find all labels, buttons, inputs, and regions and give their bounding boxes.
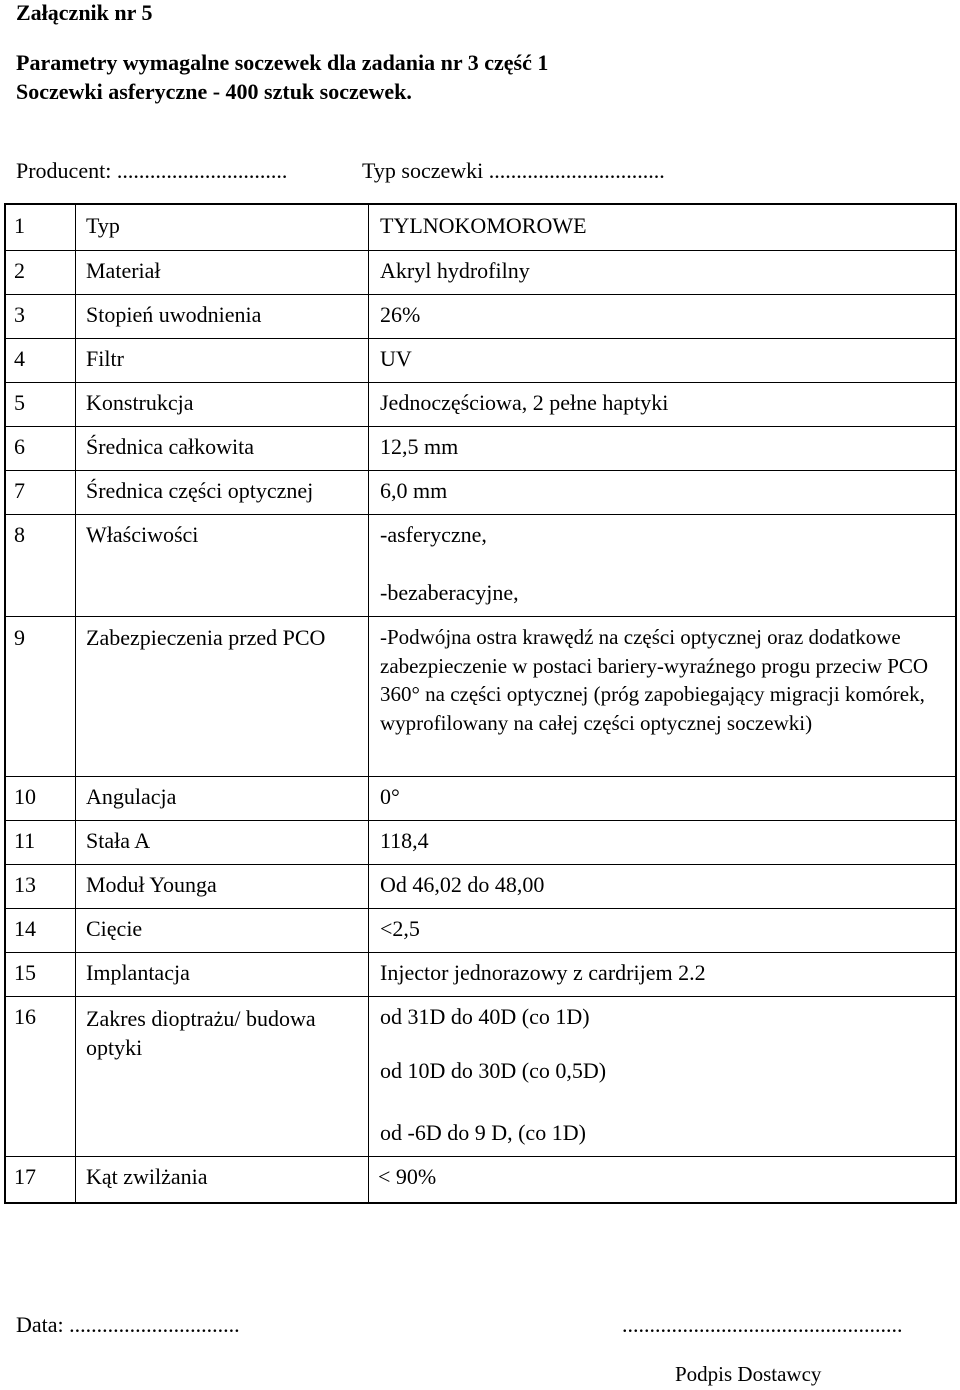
document-title: Załącznik nr 5 bbox=[16, 0, 153, 25]
row-number: 5 bbox=[14, 390, 25, 415]
row-parameter-value: 26% bbox=[380, 302, 421, 327]
row-parameter-name: Moduł Younga bbox=[86, 872, 217, 897]
row-parameter-value: od -6D do 9 D, (co 1D) bbox=[380, 1120, 586, 1145]
row-parameter-name: Angulacja bbox=[86, 784, 177, 809]
row-number: 9 bbox=[14, 625, 25, 650]
row-number: 13 bbox=[14, 872, 36, 897]
row-parameter-value: <2,5 bbox=[380, 916, 420, 941]
row-number: 6 bbox=[14, 434, 25, 459]
table-border-bottom bbox=[4, 1202, 957, 1204]
row-parameter-name: Właściwości bbox=[86, 522, 199, 547]
row-parameter-name: Średnica całkowita bbox=[86, 434, 254, 459]
table-row-divider bbox=[4, 864, 957, 865]
row-parameter-value: 118,4 bbox=[380, 828, 429, 853]
table-row-divider bbox=[4, 250, 957, 251]
row-number: 4 bbox=[14, 346, 25, 371]
row-parameter-value: -bezaberacyjne, bbox=[380, 580, 519, 605]
document-subtitle-line2: Soczewki asferyczne - 400 sztuk soczewek. bbox=[16, 79, 412, 104]
row-parameter-name: Typ bbox=[86, 213, 120, 238]
table-border-left bbox=[4, 203, 6, 1204]
row-parameter-value: Akryl hydrofilny bbox=[380, 258, 530, 283]
row-number: 15 bbox=[14, 960, 36, 985]
table-row-divider bbox=[4, 514, 957, 515]
row-parameter-name: Stopień uwodnienia bbox=[86, 302, 262, 327]
row-number: 8 bbox=[14, 522, 25, 547]
row-parameter-name: Konstrukcja bbox=[86, 390, 194, 415]
table-row-divider bbox=[4, 616, 957, 617]
row-number: 17 bbox=[14, 1164, 36, 1189]
table-row-divider bbox=[4, 820, 957, 821]
row-parameter-value: od 10D do 30D (co 0,5D) bbox=[380, 1058, 607, 1083]
table-border-top bbox=[4, 203, 957, 205]
table-row-divider bbox=[4, 426, 957, 427]
row-parameter-value: UV bbox=[380, 346, 412, 371]
row-number: 10 bbox=[14, 784, 36, 809]
table-column-divider-1 bbox=[75, 204, 76, 1203]
row-parameter-name: Stała A bbox=[86, 828, 151, 853]
row-parameter-name: Kąt zwilżania bbox=[86, 1164, 208, 1189]
row-number: 3 bbox=[14, 302, 25, 327]
row-number: 14 bbox=[14, 916, 36, 941]
row-parameter-value: 6,0 mm bbox=[380, 478, 448, 503]
row-parameter-value: -asferyczne, bbox=[380, 522, 487, 547]
table-row-divider bbox=[4, 338, 957, 339]
signature-label: Podpis Dostawcy bbox=[675, 1362, 822, 1386]
row-parameter-value: od 31D do 40D (co 1D) bbox=[380, 1004, 590, 1029]
row-number: 7 bbox=[14, 478, 25, 503]
document-subtitle-line1: Parametry wymagalne soczewek dla zadania nr 3 część 1 bbox=[16, 50, 549, 75]
table-row-divider bbox=[4, 1156, 957, 1157]
row-parameter-value: 12,5 mm bbox=[380, 434, 459, 459]
row-number: 11 bbox=[14, 828, 36, 853]
table-row-divider bbox=[4, 294, 957, 295]
row-parameter-name: Średnica części optycznej bbox=[86, 478, 314, 503]
table-row-divider bbox=[4, 952, 957, 953]
table-row-divider bbox=[4, 382, 957, 383]
table-row-divider bbox=[4, 908, 957, 909]
row-number: 16 bbox=[14, 1004, 36, 1029]
row-parameter-value: < 90% bbox=[378, 1164, 437, 1189]
row-parameter-name: Zakres dioptrażu/ budowa optyki bbox=[86, 1006, 316, 1060]
row-parameter-value: -Podwójna ostra krawędź na części optycznej oraz dodatkowe zabezpieczenie w postaci bariery-wyraźnego progu przeciw PCO 360° na części optycznej (próg zapobiegający migracji komórek, wyprofilowany na całej części optycznej soczewki) bbox=[380, 625, 929, 735]
row-parameter-name: Cięcie bbox=[86, 916, 143, 941]
signature-line: ................................................... bbox=[622, 1312, 903, 1337]
row-parameter-value: Injector jednorazowy z cardrijem 2.2 bbox=[380, 960, 706, 985]
table-border-right bbox=[955, 203, 957, 1204]
row-parameter-value: Od 46,02 do 48,00 bbox=[380, 872, 545, 897]
row-parameter-name: Implantacja bbox=[86, 960, 190, 985]
row-parameter-value: 0° bbox=[380, 784, 400, 809]
row-parameter-name: Materiał bbox=[86, 258, 161, 283]
row-parameter-value: TYLNOKOMOROWE bbox=[380, 213, 587, 238]
table-row-divider bbox=[4, 776, 957, 777]
table-row-divider bbox=[4, 996, 957, 997]
lens-type-field: Typ soczewki ................................ bbox=[362, 158, 665, 183]
producer-field: Producent: ............................... bbox=[16, 158, 288, 183]
row-number: 2 bbox=[14, 258, 25, 283]
date-field: Data: ............................... bbox=[16, 1312, 240, 1337]
table-row-divider bbox=[4, 470, 957, 471]
table-column-divider-2 bbox=[368, 204, 369, 1203]
row-parameter-value: Jednoczęściowa, 2 pełne haptyki bbox=[380, 390, 669, 415]
row-parameter-name: Filtr bbox=[86, 346, 124, 371]
row-number: 1 bbox=[14, 213, 25, 238]
row-parameter-name: Zabezpieczenia przed PCO bbox=[86, 625, 326, 650]
